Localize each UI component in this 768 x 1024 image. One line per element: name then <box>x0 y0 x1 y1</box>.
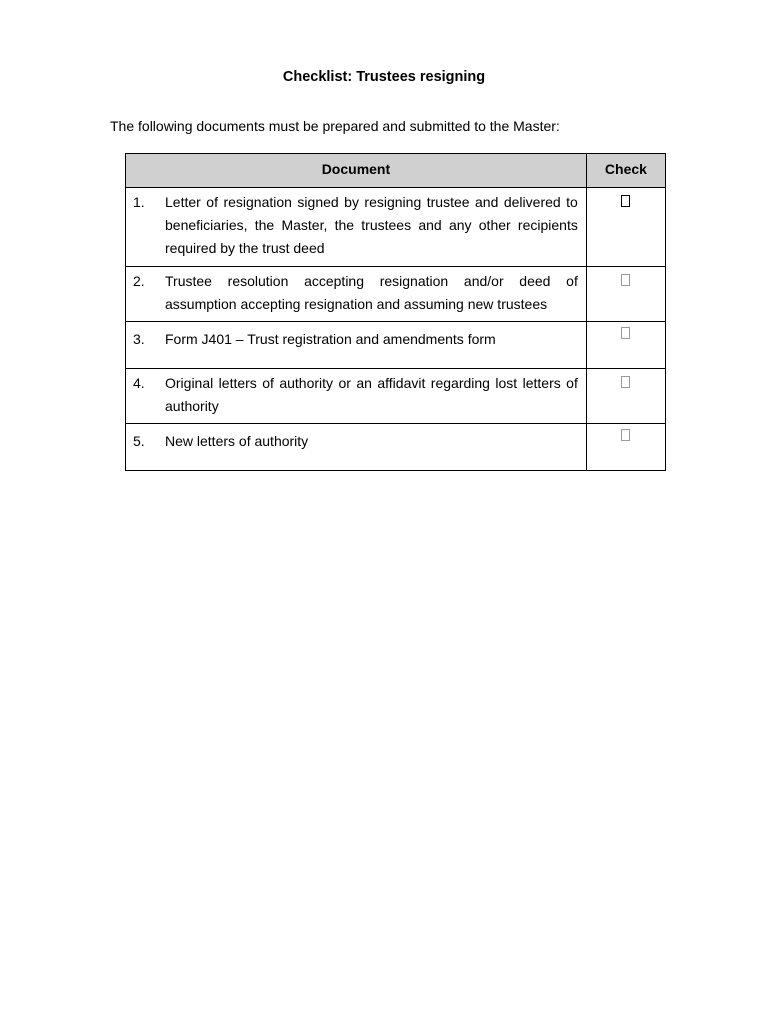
document-cell <box>126 322 587 369</box>
check-cell <box>586 424 665 471</box>
checkbox-icon[interactable] <box>621 327 630 339</box>
table-row <box>126 322 666 369</box>
checkbox-icon[interactable] <box>621 195 630 207</box>
document-cell <box>126 424 587 471</box>
checklist-table <box>125 153 666 471</box>
item-number: 1. <box>133 194 145 210</box>
item-number: 3. <box>133 331 145 347</box>
table-row <box>126 267 666 322</box>
page-title: Checklist: Trustees resigning <box>282 69 486 85</box>
item-number: 5. <box>133 433 145 449</box>
table-header-row <box>126 154 666 188</box>
item-text: Trustee resolution accepting resignation and/or deed of assumption accepting resignation and assuming new trustees <box>165 273 578 312</box>
checkbox-icon[interactable] <box>621 429 630 441</box>
item-number: 2. <box>133 273 145 289</box>
table-row <box>126 424 666 471</box>
column-header-check: Check <box>586 154 665 188</box>
item-number: 4. <box>133 375 145 391</box>
item-text: New letters of authority <box>165 433 309 449</box>
item-text: Letter of resignation signed by resigning trustee and delivered to beneficiaries, the Master, the trustees and any other recipients required by the trust deed <box>165 194 578 256</box>
check-cell <box>586 322 665 369</box>
item-text: Original letters of authority or an affidavit regarding lost letters of authority <box>165 375 578 414</box>
document-cell <box>126 188 587 267</box>
document-cell <box>126 267 587 322</box>
check-cell <box>586 267 665 322</box>
checkbox-icon[interactable] <box>621 274 630 286</box>
check-cell <box>586 188 665 267</box>
checkbox-icon[interactable] <box>621 376 630 388</box>
document-cell <box>126 369 587 424</box>
table-row <box>126 369 666 424</box>
intro-paragraph: The following documents must be prepared and submitted to the Master: <box>110 118 560 134</box>
table-row <box>126 188 666 267</box>
item-text: Form J401 – Trust registration and amendments form <box>165 331 496 347</box>
column-header-document: Document <box>126 154 587 188</box>
check-cell <box>586 369 665 424</box>
